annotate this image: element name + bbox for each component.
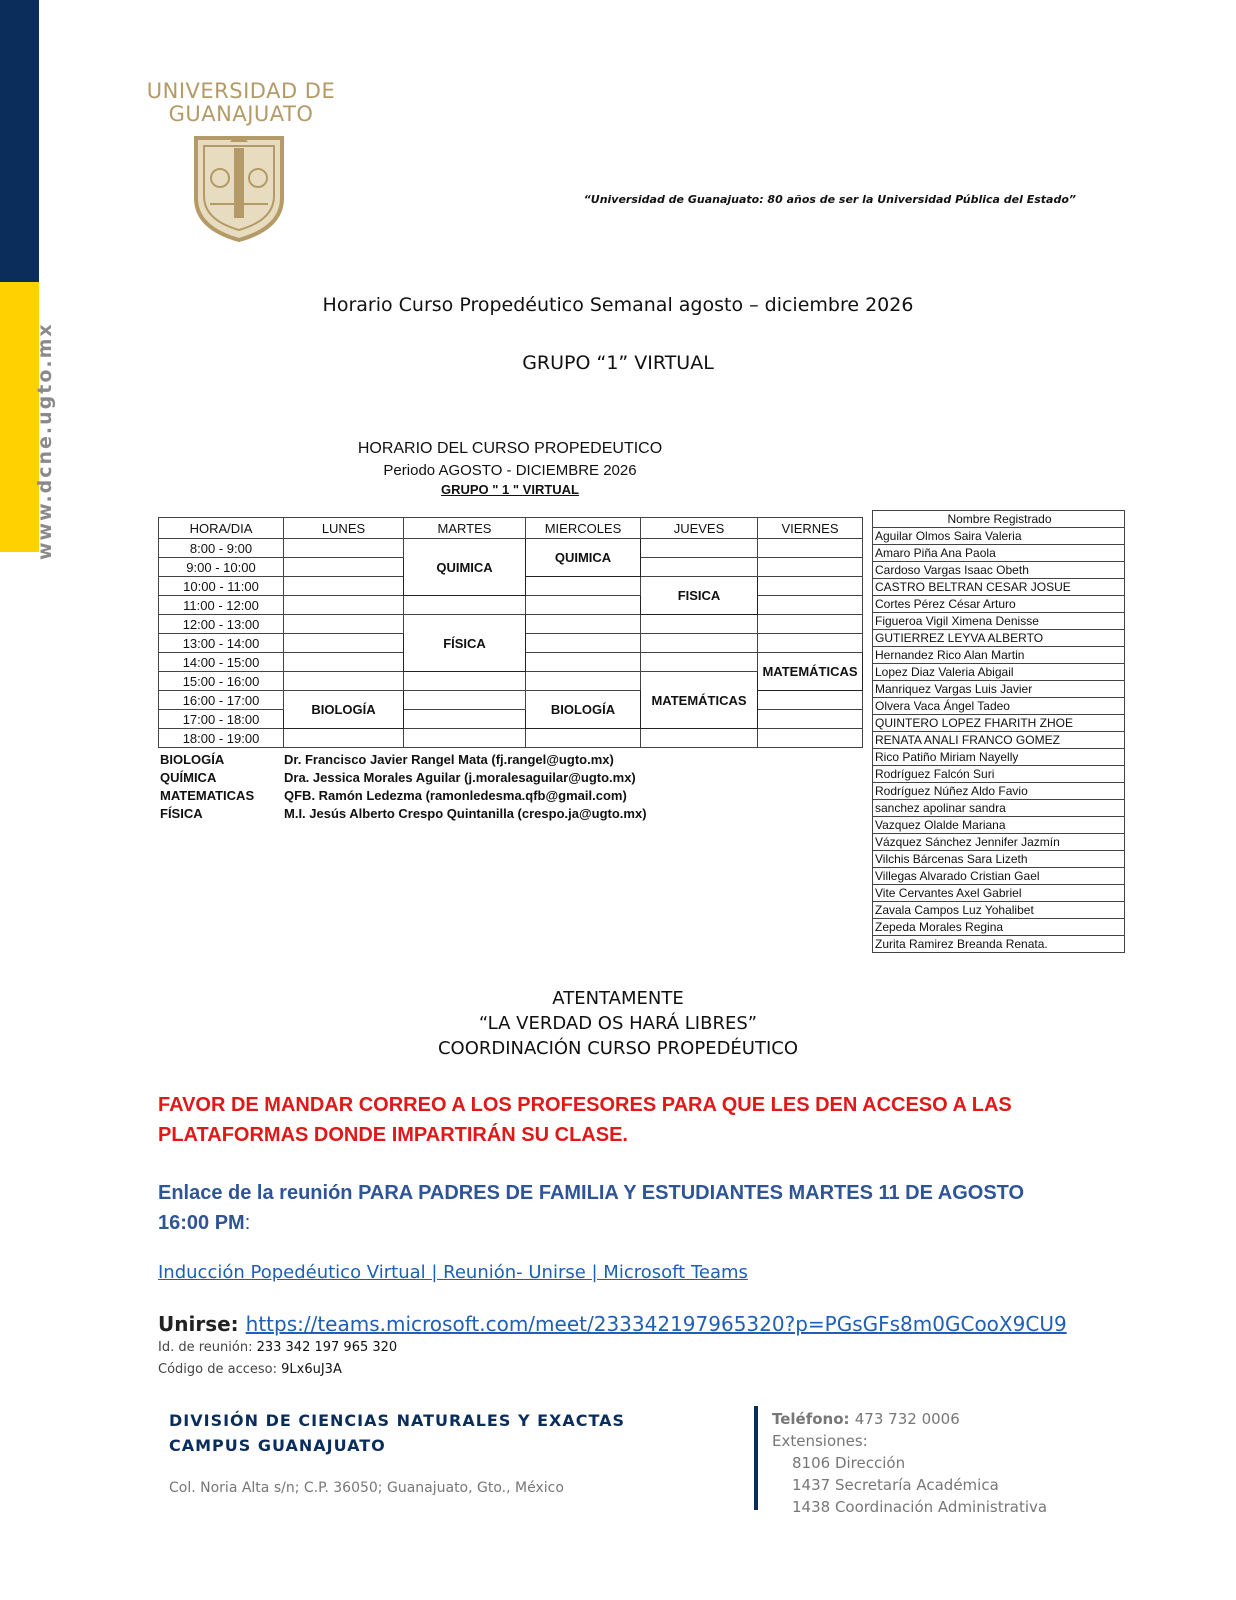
student-name: Vilchis Bárcenas Sara Lizeth <box>873 851 1125 868</box>
subject-matematicas-viernes: MATEMÁTICAS <box>758 653 863 691</box>
hour-cell: 9:00 - 10:00 <box>159 558 284 577</box>
student-name: Manriquez Vargas Luis Javier <box>873 681 1125 698</box>
student-name: Cardoso Vargas Isaac Obeth <box>873 562 1125 579</box>
student-name: Rico Patiño Miriam Nayelly <box>873 749 1125 766</box>
teacher-subject: BIOLOGÍA <box>160 752 225 767</box>
subject-fisica-jueves: FISICA <box>641 577 758 615</box>
student-name: Hernandez Rico Alan Martin <box>873 647 1125 664</box>
subject-quimica-miercoles: QUIMICA <box>526 539 641 577</box>
sidebar-url: www.dcne.ugto.mx <box>34 322 56 560</box>
student-name: Zepeda Morales Regina <box>873 919 1125 936</box>
subject-biologia-lunes: BIOLOGÍA <box>284 691 404 729</box>
subject-matematicas-jueves: MATEMÁTICAS <box>641 672 758 729</box>
student-name: Olvera Vaca Ángel Tadeo <box>873 698 1125 715</box>
address: Col. Noria Alta s/n; C.P. 36050; Guanajuato, Gto., México <box>169 1480 564 1496</box>
teacher-subject: FÍSICA <box>160 806 203 821</box>
student-name: sanchez apolinar sandra <box>873 800 1125 817</box>
teacher-name: Dra. Jessica Morales Aguilar (j.moralesaguilar@ugto.mx) <box>284 770 636 785</box>
header-cell: HORA/DIA <box>159 518 284 539</box>
closing-line: “LA VERDAD OS HARÁ LIBRES” <box>478 1013 758 1034</box>
extension-item: 1438 Coordinación Administrativa <box>792 1498 1048 1516</box>
teacher-name: QFB. Ramón Ledezma (ramonledesma.qfb@gmail.com) <box>284 788 627 803</box>
header-cell: VIERNES <box>758 518 863 539</box>
schedule-row <box>159 539 863 558</box>
warning-notice: FAVOR DE MANDAR CORREO A LOS PROFESORES PARA QUE LES DEN ACCESO A LAS PLATAFORMAS DONDE IMPARTIRÁN SU CLASE. <box>158 1094 1012 1146</box>
meeting-info: Enlace de la reunión PARA PADRES DE FAMILIA Y ESTUDIANTES MARTES 11 DE AGOSTO 16:00 PM: <box>158 1182 1025 1234</box>
university-seal-icon <box>190 128 288 242</box>
hour-cell: 10:00 - 11:00 <box>159 577 284 596</box>
student-name: Zurita Ramirez Breanda Renata. <box>873 936 1125 953</box>
meeting-event: PARA PADRES DE FAMILIA Y ESTUDIANTES MARTES 11 DE AGOSTO 16:00 PM <box>158 1182 1025 1234</box>
schedule-row <box>159 615 863 634</box>
schedule-row <box>159 596 863 615</box>
phone-number: 473 732 0006 <box>854 1410 960 1428</box>
student-name: Villegas Alvarado Cristian Gael <box>873 868 1125 885</box>
student-list-header: Nombre Registrado <box>873 511 1125 528</box>
schedule-group: GRUPO " 1 " VIRTUAL <box>440 482 579 497</box>
student-name: Lopez Diaz Valeria Abigail <box>873 664 1125 681</box>
hour-cell: 8:00 - 9:00 <box>159 539 284 558</box>
subject-fisica-martes: FÍSICA <box>404 615 526 672</box>
teacher-subject: MATEMATICAS <box>160 788 255 803</box>
subject-quimica-martes: QUIMICA <box>404 539 526 596</box>
closing-block <box>0 986 1236 1061</box>
closing-line: ATENTAMENTE <box>552 988 684 1009</box>
header-cell: MIERCOLES <box>526 518 641 539</box>
extension-item: 8106 Dirección <box>792 1454 906 1472</box>
extension-item: 1437 Secretaría Académica <box>792 1476 999 1494</box>
schedule-row <box>159 710 863 729</box>
student-name: Amaro Piña Ana Paola <box>873 545 1125 562</box>
hour-cell: 14:00 - 15:00 <box>159 653 284 672</box>
student-name: QUINTERO LOPEZ FHARITH ZHOE <box>873 715 1125 732</box>
student-name: Cortes Pérez César Arturo <box>873 596 1125 613</box>
join-label: Unirse: <box>158 1312 246 1336</box>
student-name: Rodríguez Falcón Suri <box>873 766 1125 783</box>
student-name: Aguilar Olmos Saira Valeria <box>873 528 1125 545</box>
schedule-row <box>159 729 863 748</box>
university-motto: “Universidad de Guanajuato: 80 años de ser la Universidad Pública del Estado” <box>583 193 1076 206</box>
hour-cell: 16:00 - 17:00 <box>159 691 284 710</box>
student-name: Rodríguez Núñez Aldo Favio <box>873 783 1125 800</box>
hour-cell: 18:00 - 19:00 <box>159 729 284 748</box>
student-name: Vite Cervantes Axel Gabriel <box>873 885 1125 902</box>
schedule-header-row <box>159 518 863 539</box>
student-name: Vazquez Olalde Mariana <box>873 817 1125 834</box>
group-title: GRUPO “1” VIRTUAL <box>522 352 714 374</box>
schedule-title: HORARIO DEL CURSO PROPEDEUTICO <box>357 440 663 457</box>
header-cell: JUEVES <box>641 518 758 539</box>
hour-cell: 15:00 - 16:00 <box>159 672 284 691</box>
student-name: CASTRO BELTRAN CESAR JOSUE <box>873 579 1125 596</box>
schedule-period: Periodo AGOSTO - DICIEMBRE 2026 <box>383 462 637 479</box>
contact-info: Teléfono: 473 732 0006 Extensiones: 8106 Dirección 1437 Secretaría Académica 1438 Coordinación Administrativa <box>772 1410 1048 1516</box>
teacher-subject: QUÍMICA <box>160 770 217 785</box>
university-name: UNIVERSIDAD DE GUANAJUATO <box>146 79 336 126</box>
join-line <box>158 1312 1067 1336</box>
subject-biologia-miercoles: BIOLOGÍA <box>526 691 641 729</box>
schedule-table <box>158 517 863 748</box>
meeting-id: Id. de reunión: 233 342 197 965 320 <box>158 1340 398 1355</box>
hour-cell: 17:00 - 18:00 <box>159 710 284 729</box>
closing-line: COORDINACIÓN CURSO PROPEDÉUTICO <box>437 1038 799 1059</box>
page-title: Horario Curso Propedéutico Semanal agosto – diciembre 2026 <box>322 294 914 316</box>
join-url-link[interactable]: https://teams.microsoft.com/meet/233342197965320?p=PGsGFs8m0GCooX9CU9 <box>245 1312 1067 1336</box>
teacher-name: Dr. Francisco Javier Rangel Mata (fj.rangel@ugto.mx) <box>284 752 614 767</box>
student-name: GUTIERREZ LEYVA ALBERTO <box>873 630 1125 647</box>
hour-cell: 12:00 - 13:00 <box>159 615 284 634</box>
division-name: DIVISIÓN DE CIENCIAS NATURALES Y EXACTAS CAMPUS GUANAJUATO <box>169 1411 626 1455</box>
student-name: Vázquez Sánchez Jennifer Jazmín <box>873 834 1125 851</box>
header-cell: LUNES <box>284 518 404 539</box>
teacher-name: M.I. Jesús Alberto Crespo Quintanilla (crespo.ja@ugto.mx) <box>284 806 647 821</box>
sidebar-navy-bar <box>0 0 39 282</box>
student-list-table <box>872 510 1125 953</box>
schedule-row <box>159 672 863 691</box>
student-name: RENATA ANALI FRANCO GOMEZ <box>873 732 1125 749</box>
hour-cell: 11:00 - 12:00 <box>159 596 284 615</box>
schedule-row <box>159 691 863 710</box>
meeting-code: Código de acceso: 9Lx6uJ3A <box>158 1362 342 1377</box>
student-name: Zavala Campos Luz Yohalibet <box>873 902 1125 919</box>
teams-meeting-link[interactable]: Inducción Popedéutico Virtual | Reunión- Unirse | Microsoft Teams <box>158 1262 748 1283</box>
footer-divider <box>754 1406 758 1510</box>
hour-cell: 13:00 - 14:00 <box>159 634 284 653</box>
student-name: Figueroa Vigil Ximena Denisse <box>873 613 1125 630</box>
header-cell: MARTES <box>404 518 526 539</box>
